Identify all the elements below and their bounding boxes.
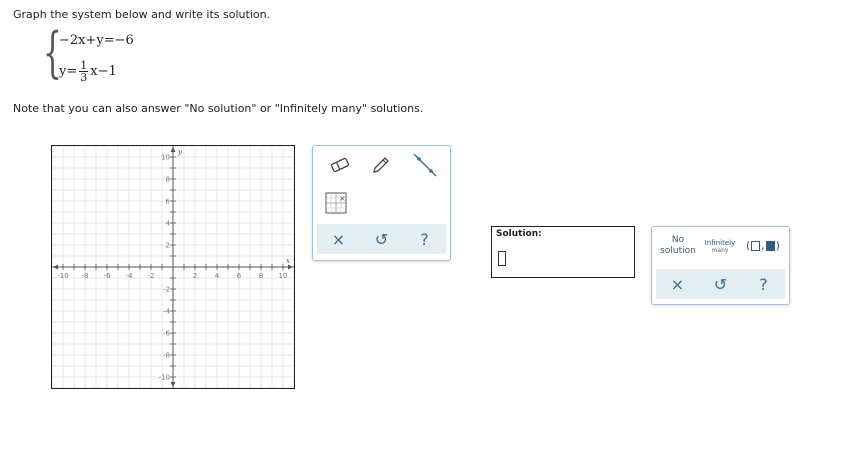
x-axis-arrow-right [288,265,293,270]
y-tick-label: 6 [165,197,170,206]
solution-input[interactable] [498,251,506,266]
toolbox-actions [317,224,446,254]
fraction-denominator: 3 [80,71,88,84]
fraction-numerator: 1 [80,59,88,72]
line-tool[interactable] [410,150,440,180]
x-tick-label: -2 [147,272,155,280]
graph-svg[interactable] [52,146,294,388]
fraction [79,60,88,83]
y-axis-label: y [178,148,182,156]
x-tick-label: 4 [214,272,220,280]
clear-button[interactable]: × [331,229,346,249]
y-axis-arrow-down [171,382,176,387]
no-solution-button[interactable] [656,235,700,257]
graph-toolbox [312,145,451,261]
x-tick-label: -6 [103,272,111,280]
answer-palette [651,226,790,305]
pair-slot-1-icon [751,241,760,251]
x-tick-label: 2 [192,272,198,280]
point-grid-icon [324,191,348,215]
answer-clear-button[interactable]: × [670,274,685,294]
left-brace: { [43,21,62,84]
eraser-icon [329,154,351,176]
y-tick-label: -6 [163,329,170,338]
y-tick-label: 2 [165,241,170,250]
ordered-pair-button[interactable] [746,239,780,252]
answer-undo-button[interactable]: ↺ [713,274,728,294]
pair-close: ) [775,239,781,252]
equation-2-rhs: x−1 [90,64,117,79]
y-tick-label: -2 [163,285,170,294]
solution-box [491,226,635,278]
x-axis-arrow-left [53,265,58,270]
answer-help-button[interactable]: ? [759,274,768,294]
equation-2-lhs: y= [59,64,78,79]
answer-actions [656,269,785,299]
help-button[interactable]: ? [420,229,429,249]
x-tick-label: 8 [258,272,264,280]
undo-button[interactable]: ↺ [374,229,389,249]
x-tick-label: -4 [125,272,133,280]
infinitely-many-button[interactable] [702,239,738,255]
problem-prompt: Graph the system below and write its solution. [13,8,271,21]
pair-open: ( [746,239,751,252]
equation-2 [59,60,117,83]
x-tick-label: -8 [81,272,89,280]
note-text: Note that you can also answer "No solution" or "Infinitely many" solutions. [13,102,424,115]
solution-label: Solution: [496,229,542,239]
line-tool-icon [411,151,439,179]
eraser-tool[interactable] [325,150,355,180]
y-tick-label: -8 [163,351,170,360]
pencil-tool[interactable] [366,150,396,180]
y-tick-label: -10 [158,373,170,382]
pencil-icon [370,154,392,176]
point-mark-icon: × [339,194,346,203]
point-grid-tool[interactable] [321,188,351,218]
pair-comma: , [761,239,765,252]
x-tick-label: 10 [278,272,288,280]
x-tick-label: -10 [57,272,69,280]
y-tick-label: 4 [165,219,170,228]
equation-system [43,21,165,88]
infinitely-line1: Infinitely [704,239,736,247]
no-solution-line2: solution [660,246,696,256]
infinitely-line2: many [711,247,729,254]
graph-canvas[interactable] [51,145,295,389]
y-axis-arrow-up [171,147,176,152]
x-axis-label: x [286,257,290,265]
no-solution-line1: No [671,235,685,245]
pair-slot-2-icon [766,241,775,251]
x-tick-label: 6 [236,272,242,280]
y-tick-label: -4 [163,307,170,316]
equation-1: −2x+y=−6 [59,33,134,48]
y-tick-label: 8 [165,175,170,184]
y-tick-label: 10 [161,153,170,162]
